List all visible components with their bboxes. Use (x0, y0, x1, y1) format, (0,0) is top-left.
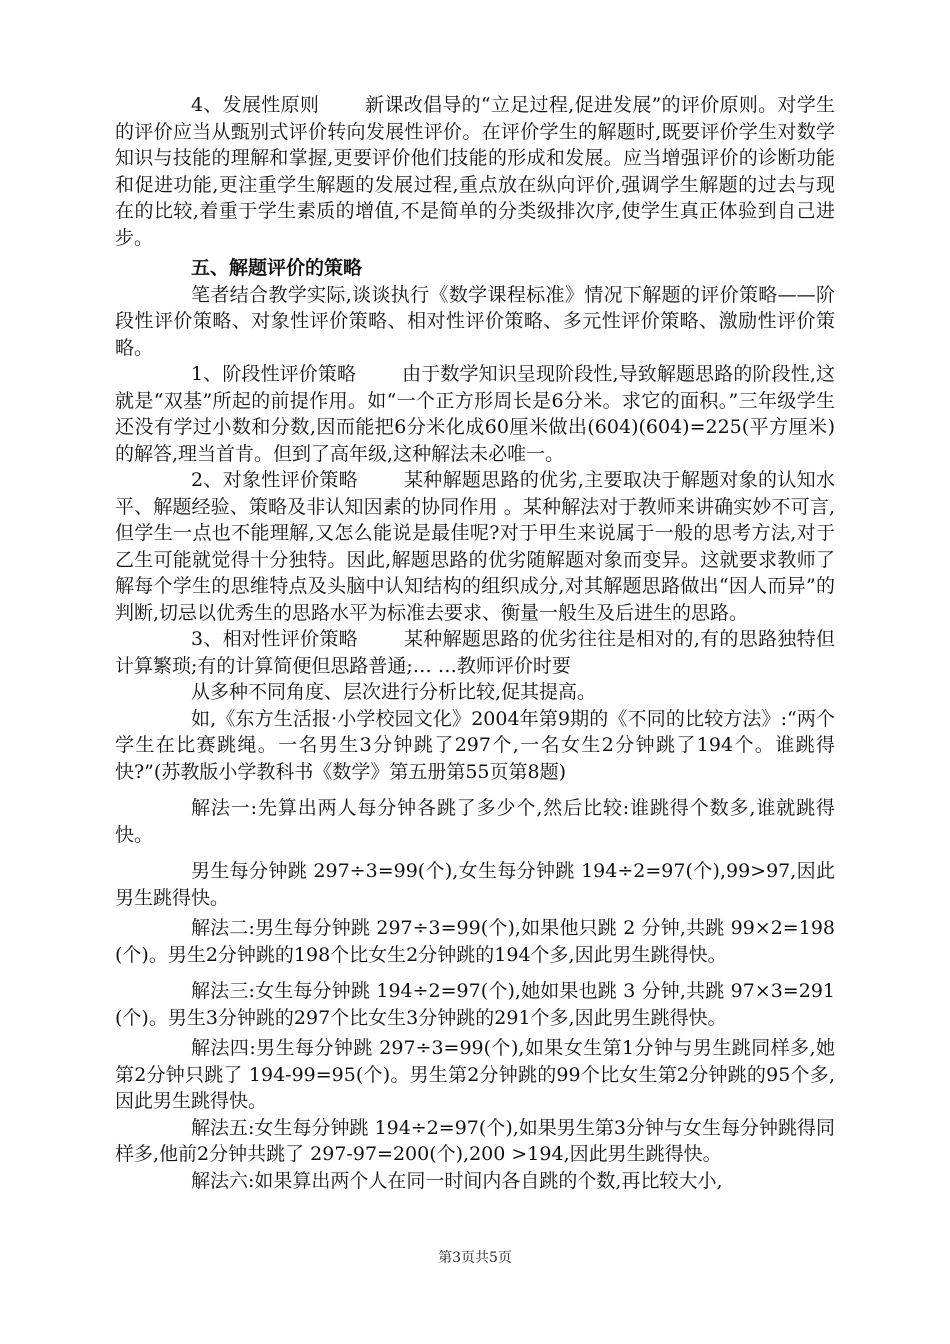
paragraph-stage-strategy (115, 361, 835, 467)
paragraph-solution-1: 解法一:先算出两人每分钟各跳了多少个,然后比较:谁跳得个数多,谁就跳得快。 (115, 797, 835, 846)
paragraph-relative-strategy (115, 626, 835, 679)
object-strategy-title: 2、对象性评价策略 (191, 469, 358, 491)
relative-strategy-text: 某种解题思路的优劣往往是相对的,有的思路独特但计算繁琐;有的计算简便但思路普通;… …教师评价时要 (115, 628, 835, 677)
paragraph-solution-3: 解法三:女生每分钟跳 194÷2=97(个),她如果也跳 3 分钟,共跳 97×3=291(个)。男生3分钟跳的297个比女生3分钟跳的291个多,因此男生跳得快。 (115, 980, 835, 1029)
principle-text: 新课改倡导的“立足过程,促进发展”的评价原则。对学生的评价应当从甄别式评价转向发展性评价。在评价学生的解题时,既要评价学生对数学知识与技能的理解和掌握,更要评价他们技能的形成和发展。应当增强评价的诊断功能和促进功能,更注重学生解题的发展过程,重点放在纵向评价,强调学生解题的过去与现在的比较,着重于学生素质的增值,不是简单的分类级排次序,使学生真正体验到自己进步。 (115, 94, 835, 249)
paragraph-solution-4: 解法四:男生每分钟跳 297÷3=99(个),如果女生第1分钟与男生跳同样多,她第2分钟只跳了 194-99=95(个)。男生第2分钟跳的99个比女生第2分钟跳的95个多,因此男生跳得快。 (115, 1037, 835, 1112)
section-heading: 五、解题评价的策略 (191, 257, 363, 279)
paragraph-development-principle (115, 92, 835, 251)
paragraph-solution-2: 解法二:男生每分钟跳 297÷3=99(个),如果他只跳 2 分钟,共跳 99×2=198(个)。男生2分钟跳的198个比女生2分钟跳的194个多,因此男生跳得快。 (115, 917, 835, 966)
paragraph-solution-6: 解法六:如果算出两个人在同一时间内各自跳的个数,再比较大小, (191, 1169, 723, 1192)
document-body (115, 92, 835, 1194)
paragraph-example-problem: 如,《东方生活报·小学校园文化》2004年第9期的《不同的比较方法》:“两个学生在比赛跳绳。一名男生3分钟跳了297个,一名女生2分钟跳了194个。谁跳得快?”(苏教版小学教科书《数学》第五册第55页第8题) (115, 707, 835, 783)
relative-strategy-title: 3、相对性评价策略 (191, 628, 358, 650)
paragraph-solution-5: 解法五:女生每分钟跳 194÷2=97(个),如果男生第3分钟与女生每分钟跳得同样多,他前2分钟共跳了 297-97=200(个),200 >194,因此男生跳得快。 (115, 1116, 835, 1165)
principle-title: 4、发展性原则 (191, 94, 320, 116)
object-strategy-text: 某种解题思路的优劣,主要取决于解题对象的认知水平、解题经验、策略及非认知因素的协同作用 。某种解法对于教师来讲确实妙不可言,但学生一点也不能理解,又怎么能说是最佳呢?对于甲生来说属于一般的思考方法,对于乙生可能就觉得十分独特。因此,解题思路的优劣随解题对象而变异。这就要求教师了解每个学生的思维特点及头脑中认知结构的组织成分,对其解题思路做出“因人而异”的判断,切忌以优秀生的思路水平为标准去要求、衡量一般生及后进生的思路。 (115, 469, 835, 624)
paragraph-solution-1-calc: 男生每分钟跳 297÷3=99(个),女生每分钟跳 194÷2=97(个),99>97,因此男生跳得快。 (115, 860, 835, 909)
stage-strategy-title: 1、阶段性评价策略 (191, 363, 357, 385)
paragraph-object-strategy (115, 467, 835, 626)
page-footer: 第3页共5页 (438, 1250, 512, 1266)
paragraph-compare-angles: 从多种不同角度、层次进行分析比较,促其提高。 (191, 681, 597, 703)
stage-strategy-text: 由于数学知识呈现阶段性,导致解题思路的阶段性,这就是“双基”所起的前提作用。如“一个正方形周长是6分米。求它的面积。”三年级学生还没有学过小数和分数,因而能把6分米化成60厘米做出(604)(604)=225(平方厘米)的解答,理当首肯。但到了高年级,这种解法未必唯一。 (115, 363, 835, 465)
paragraph-strategies-intro: 笔者结合教学实际,谈谈执行《数学课程标准》情况下解题的评价策略——阶段性评价策略、对象性评价策略、相对性评价策略、多元性评价策略、激励性评价策略。 (115, 283, 835, 359)
